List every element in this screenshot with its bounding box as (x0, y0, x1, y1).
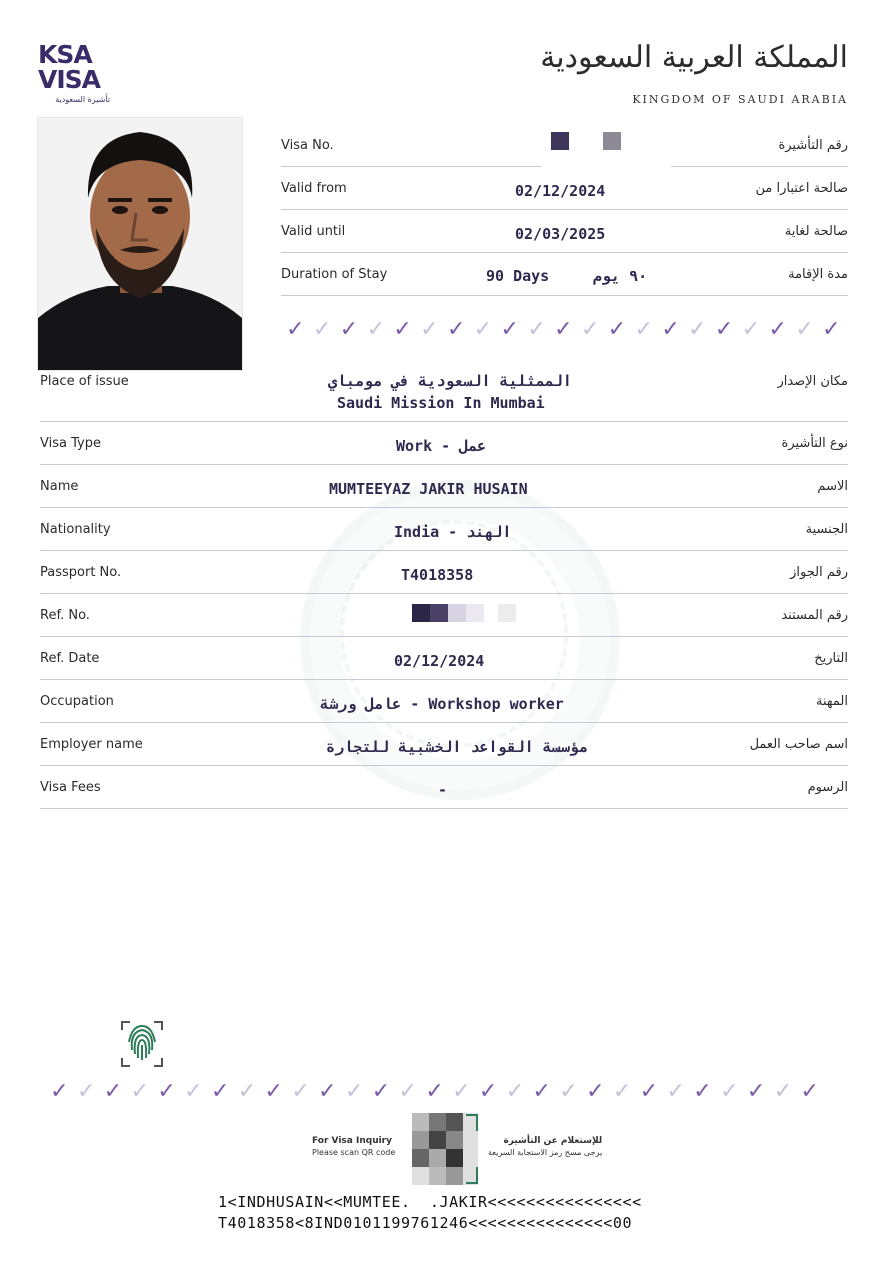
label-name-ar: الاسم (817, 479, 848, 494)
label-visa-fees: Visa Fees (40, 780, 101, 795)
fingerprint-icon (120, 1020, 164, 1068)
value-place-of-issue-en: Saudi Mission In Mumbai (337, 394, 545, 412)
field-row-ref-no (40, 594, 848, 637)
value-duration-ar: ٩٠ يوم (593, 267, 648, 285)
field-row-ref-date (40, 637, 848, 680)
label-valid-until: Valid until (281, 224, 346, 239)
visa-inquiry-text-ar: للإستعلام عن التأشيرة يرجى مسح رمز الاستجابة السريعة (488, 1136, 603, 1157)
field-row-valid-until (281, 210, 848, 253)
label-name: Name (40, 479, 79, 494)
field-row-duration (281, 253, 848, 296)
value-valid-from: 02/12/2024 (515, 182, 606, 200)
field-row-place-of-issue (40, 366, 848, 422)
label-valid-from-ar: صالحة اعتبارا من (755, 181, 848, 196)
redacted-block (448, 604, 466, 622)
value-employer: مؤسسة القواعد الخشبية للتجارة (326, 738, 588, 756)
label-visa-fees-ar: الرسوم (807, 780, 848, 795)
field-row-passport-no (40, 551, 848, 594)
label-visa-no: Visa No. (281, 138, 334, 153)
field-row-occupation (40, 680, 848, 723)
label-passport-no-ar: رقم الجواز (790, 565, 848, 580)
value-duration: 90 Days (486, 267, 550, 285)
redacted-block (498, 604, 516, 622)
label-ref-date: Ref. Date (40, 651, 100, 666)
label-visa-type: Visa Type (40, 436, 101, 451)
redacted-block (430, 604, 448, 622)
label-ref-no: Ref. No. (40, 608, 90, 623)
logo-line-visa: VISA (38, 65, 101, 94)
visa-inquiry-text-en: For Visa Inquiry Please scan QR code (312, 1136, 396, 1157)
label-duration: Duration of Stay (281, 267, 388, 282)
mrz-line-1: 1<INDHUSAIN<<MUMTEE. .JAKIR<<<<<<<<<<<<<<<< (218, 1193, 642, 1211)
label-valid-until-ar: صالحة لغاية (784, 224, 848, 239)
mrz-line-2: T4018358<8IND0101199761246<<<<<<<<<<<<<<<00 (218, 1214, 633, 1232)
value-visa-type: Work - عمل (396, 437, 487, 455)
field-row-nationality (40, 508, 848, 551)
visa-fields-table (40, 422, 848, 809)
label-place-of-issue-ar: مكان الإصدار (777, 374, 848, 389)
value-ref-date: 02/12/2024 (394, 652, 485, 670)
field-row-valid-from (281, 167, 848, 210)
label-nationality: Nationality (40, 522, 111, 537)
field-row-name (40, 465, 848, 508)
redacted-block (466, 604, 484, 622)
label-ref-date-ar: التاريخ (814, 651, 848, 666)
value-place-of-issue-ar: الممثلية السعودية في مومباي (328, 372, 572, 390)
redacted-block (603, 132, 621, 150)
value-name: MUMTEEYAZ JAKIR HUSAIN (329, 480, 528, 498)
passport-photo (37, 117, 243, 371)
label-occupation: Occupation (40, 694, 114, 709)
label-visa-type-ar: نوع التأشيرة (781, 436, 848, 451)
value-visa-fees: - (438, 781, 448, 799)
value-valid-until: 02/03/2025 (515, 225, 606, 243)
label-nationality-ar: الجنسية (805, 522, 848, 537)
field-row-employer (40, 723, 848, 766)
ksa-visa-logo (38, 42, 118, 104)
field-row-visa-no (281, 124, 848, 167)
value-occupation: عامل ورشة - Workshop worker (320, 695, 564, 713)
label-valid-from: Valid from (281, 181, 347, 196)
logo-subtitle: تأشيرة السعودية (55, 95, 110, 104)
label-ref-no-ar: رقم المستند (781, 608, 848, 623)
security-check-strip-top: ✓ ✓ ✓ ✓ ✓ ✓ ✓ ✓ ✓ ✓ ✓ ✓ ✓ ✓ ✓ ✓ ✓ ✓ ✓ ✓ ✓ (286, 317, 841, 342)
redacted-block (412, 604, 430, 622)
qr-code[interactable] (412, 1113, 478, 1185)
label-visa-no-ar: رقم التأشيرة (778, 138, 848, 153)
logo-line-ksa: KSA (38, 40, 92, 69)
field-row-visa-type (40, 422, 848, 465)
security-check-strip-bottom: ✓ ✓ ✓ ✓ ✓ ✓ ✓ ✓ ✓ ✓ ✓ ✓ ✓ ✓ ✓ ✓ ✓ ✓ ✓ ✓ ✓ ✓ ✓ ✓ ✓ ✓ ✓ ✓ ✓ (50, 1079, 819, 1104)
value-nationality: India - الهند (394, 523, 512, 541)
label-employer: Employer name (40, 737, 143, 752)
label-duration-ar: مدة الإقامة (788, 267, 848, 282)
label-passport-no: Passport No. (40, 565, 122, 580)
value-passport-no: T4018358 (401, 566, 474, 584)
redacted-block (551, 132, 569, 150)
label-employer-ar: اسم صاحب العمل (749, 737, 848, 752)
kingdom-arabic-title: المملكة العربية السعودية (540, 40, 848, 75)
field-row-visa-fees (40, 766, 848, 809)
label-place-of-issue: Place of issue (40, 374, 129, 389)
label-occupation-ar: المهنة (816, 694, 848, 709)
kingdom-english-title: KINGDOM OF SAUDI ARABIA (632, 93, 848, 106)
